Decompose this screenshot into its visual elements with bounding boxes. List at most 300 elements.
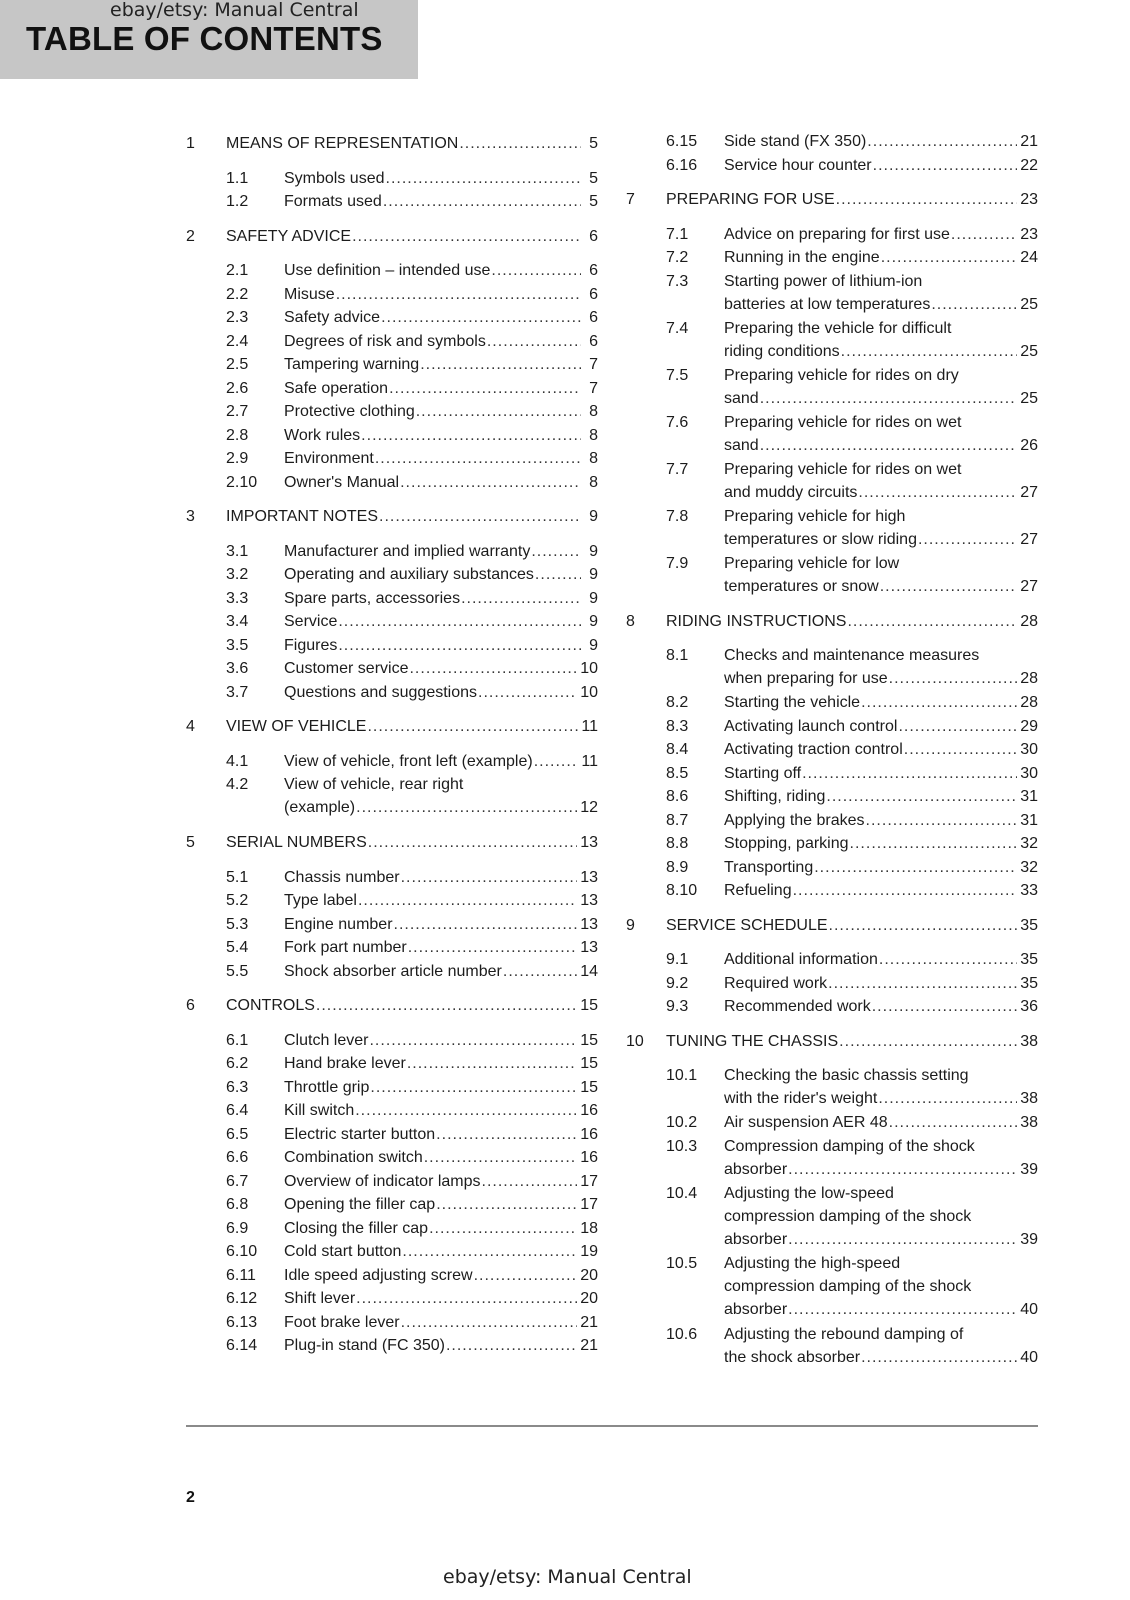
dot-leader bbox=[358, 889, 577, 912]
toc-text bbox=[666, 914, 1038, 937]
toc-number: 5 bbox=[186, 834, 195, 851]
toc-page-number: 17 bbox=[580, 1172, 598, 1190]
toc-title: Shifting, riding bbox=[724, 788, 826, 805]
dot-leader bbox=[356, 1287, 577, 1310]
toc-title: Starting power of lithium-ion bbox=[724, 272, 923, 290]
toc-page-number: 21 bbox=[580, 1337, 598, 1354]
dot-leader bbox=[370, 1076, 577, 1099]
toc-text bbox=[284, 1264, 598, 1287]
toc-title: Plug-in stand (FC 350) bbox=[284, 1337, 445, 1354]
toc-title: Preparing vehicle for low bbox=[724, 554, 900, 572]
dot-leader bbox=[898, 715, 1017, 738]
toc-page-number: 8 bbox=[589, 403, 598, 420]
toc-text bbox=[284, 1334, 598, 1357]
toc-title: Recommended work bbox=[724, 998, 871, 1015]
toc-page-number: 13 bbox=[580, 868, 598, 886]
toc-number: 8 bbox=[626, 612, 635, 630]
toc-number: 6.15 bbox=[666, 133, 698, 150]
toc-text bbox=[284, 913, 598, 936]
toc-text bbox=[284, 750, 598, 773]
dot-leader bbox=[429, 1217, 577, 1240]
toc-number: 5.3 bbox=[226, 915, 249, 933]
toc-title: Spare parts, accessories bbox=[284, 589, 461, 607]
dot-leader bbox=[802, 762, 1017, 785]
toc-page-number: 13 bbox=[580, 892, 598, 909]
toc-text bbox=[226, 831, 598, 854]
toc-text bbox=[724, 1323, 1038, 1369]
toc-number: 7.4 bbox=[666, 319, 689, 337]
toc-page-number: 16 bbox=[580, 1149, 598, 1166]
toc-number: 8.7 bbox=[666, 811, 689, 829]
toc-number: 6.3 bbox=[226, 1078, 249, 1096]
toc-title: Activating launch control bbox=[724, 717, 898, 735]
toc-title: Formats used bbox=[284, 193, 382, 210]
toc-text bbox=[666, 610, 1038, 633]
toc-number: 6.1 bbox=[226, 1031, 249, 1049]
toc-text bbox=[284, 866, 598, 889]
toc-text bbox=[226, 715, 598, 738]
dot-leader bbox=[379, 505, 581, 528]
toc-page-number: 15 bbox=[580, 997, 598, 1014]
toc-title: Tampering warning bbox=[284, 356, 420, 373]
toc-page-number: 27 bbox=[1020, 577, 1038, 595]
toc-number: 3.6 bbox=[226, 660, 249, 677]
toc-number: 3.7 bbox=[226, 683, 249, 701]
toc-number: 6.4 bbox=[226, 1102, 249, 1119]
dot-leader bbox=[760, 434, 1018, 457]
toc-number: 2.8 bbox=[226, 426, 249, 444]
toc-title: Service bbox=[284, 613, 338, 630]
toc-number: 10 bbox=[626, 1032, 644, 1050]
toc-number: 5.1 bbox=[226, 868, 249, 886]
toc-text bbox=[724, 856, 1038, 879]
toc-page-number: 5 bbox=[589, 135, 598, 152]
dot-leader bbox=[850, 832, 1018, 855]
toc-page-number: 21 bbox=[1020, 133, 1038, 150]
toc-text bbox=[226, 225, 598, 248]
toc-page-number: 7 bbox=[589, 356, 598, 373]
toc-title: Type label bbox=[284, 892, 357, 909]
toc-text bbox=[284, 1123, 598, 1146]
toc-number: 10.4 bbox=[666, 1184, 698, 1202]
toc-number: 3.3 bbox=[226, 589, 249, 607]
toc-page-number: 31 bbox=[1020, 811, 1038, 829]
dot-leader bbox=[459, 132, 581, 155]
toc-title: Refueling bbox=[724, 882, 792, 899]
toc-text bbox=[284, 400, 598, 423]
watermark-top: ebay/etsy: Manual Central bbox=[110, 0, 359, 21]
toc-title: Cold start button bbox=[284, 1243, 402, 1260]
dot-leader bbox=[487, 330, 581, 353]
toc-text bbox=[724, 552, 1038, 598]
toc-page-number: 13 bbox=[580, 939, 598, 956]
dot-leader bbox=[369, 1029, 577, 1052]
toc-text bbox=[226, 132, 598, 155]
toc-text bbox=[284, 773, 598, 819]
toc-number: 7.3 bbox=[666, 272, 689, 290]
toc-title: Throttle grip bbox=[284, 1078, 370, 1096]
dot-leader bbox=[436, 1193, 577, 1216]
toc-number: 6.12 bbox=[226, 1290, 258, 1307]
toc-title: Applying the brakes bbox=[724, 811, 865, 829]
toc-text bbox=[284, 563, 598, 586]
dot-leader bbox=[338, 610, 581, 633]
toc-page-number: 8 bbox=[589, 426, 598, 444]
toc-title: Air suspension AER 48 bbox=[724, 1114, 888, 1131]
dot-leader bbox=[788, 1158, 1017, 1181]
dot-leader bbox=[531, 540, 581, 563]
toc-text bbox=[284, 587, 598, 610]
toc-title: absorber bbox=[724, 1230, 788, 1248]
dot-leader bbox=[375, 447, 581, 470]
dot-leader bbox=[361, 424, 581, 447]
toc-text bbox=[724, 691, 1038, 714]
toc-text bbox=[284, 377, 598, 400]
toc-title: Kill switch bbox=[284, 1102, 355, 1119]
toc-text bbox=[724, 1111, 1038, 1134]
dot-leader bbox=[826, 785, 1017, 808]
toc-number: 1 bbox=[186, 135, 195, 152]
dot-leader bbox=[356, 796, 577, 819]
toc-number: 8.10 bbox=[666, 882, 698, 899]
toc-text bbox=[226, 994, 598, 1017]
toc-text bbox=[724, 785, 1038, 808]
toc-text bbox=[724, 364, 1038, 410]
toc-text bbox=[724, 995, 1038, 1018]
toc-title: Additional information bbox=[724, 951, 878, 968]
dot-leader bbox=[389, 377, 581, 400]
toc-text bbox=[724, 411, 1038, 457]
toc-page-number: 29 bbox=[1020, 717, 1038, 735]
toc-number: 8.8 bbox=[666, 835, 689, 852]
toc-page-number: 7 bbox=[589, 379, 598, 397]
toc-title: Side stand (FX 350) bbox=[724, 133, 867, 150]
toc-title: Closing the filler cap bbox=[284, 1219, 429, 1237]
toc-text bbox=[284, 681, 598, 704]
dot-leader bbox=[336, 283, 581, 306]
toc-page-number: 9 bbox=[589, 613, 598, 630]
toc-title: absorber bbox=[724, 1301, 788, 1318]
toc-title: Adjusting the high-speed bbox=[724, 1255, 901, 1272]
toc-number: 6.9 bbox=[226, 1219, 249, 1237]
toc-page-number: 20 bbox=[580, 1290, 598, 1307]
toc-number: 6.16 bbox=[666, 156, 698, 174]
toc-page-number: 16 bbox=[580, 1125, 598, 1143]
toc-title: Clutch lever bbox=[284, 1031, 369, 1049]
toc-title: Combination switch bbox=[284, 1149, 423, 1166]
toc-title: Advice on preparing for first use bbox=[724, 225, 950, 243]
dot-leader bbox=[904, 738, 1017, 761]
toc-page-number: 30 bbox=[1020, 764, 1038, 782]
toc-page-number: 23 bbox=[1020, 225, 1038, 243]
dot-leader bbox=[841, 340, 1018, 363]
toc-text bbox=[284, 540, 598, 563]
toc-page-number: 6 bbox=[589, 227, 598, 245]
toc-text bbox=[284, 190, 598, 213]
dot-leader bbox=[424, 1146, 577, 1169]
toc-page-number: 25 bbox=[1020, 342, 1038, 360]
toc-page-number: 11 bbox=[581, 752, 598, 770]
dot-leader bbox=[880, 575, 1017, 598]
toc-title: temperatures or snow bbox=[724, 577, 879, 595]
dot-leader bbox=[482, 1170, 578, 1193]
toc-number: 2.3 bbox=[226, 309, 249, 326]
toc-page-number: 25 bbox=[1020, 295, 1038, 313]
toc-page-number: 23 bbox=[1020, 191, 1038, 208]
toc-title: Electric starter button bbox=[284, 1125, 436, 1143]
toc-page-number: 6 bbox=[589, 262, 598, 279]
toc-title: Starting off bbox=[724, 764, 802, 782]
toc-number: 6.5 bbox=[226, 1125, 249, 1143]
toc-page-number: 19 bbox=[580, 1243, 598, 1260]
toc-text bbox=[284, 447, 598, 470]
toc-number: 1.1 bbox=[226, 169, 249, 187]
dot-leader bbox=[861, 1346, 1017, 1369]
toc-number: 9.1 bbox=[666, 951, 689, 968]
toc-number: 7.9 bbox=[666, 554, 689, 572]
toc-text bbox=[284, 424, 598, 447]
toc-text bbox=[284, 889, 598, 912]
toc-number: 2.1 bbox=[226, 262, 249, 279]
dot-leader bbox=[338, 634, 581, 657]
toc-text bbox=[284, 960, 598, 983]
toc-title: Fork part number bbox=[284, 939, 407, 956]
toc-page-number: 15 bbox=[580, 1055, 598, 1072]
toc-text bbox=[284, 1170, 598, 1193]
toc-title: Checks and maintenance measures bbox=[724, 647, 980, 664]
toc-number: 7.7 bbox=[666, 460, 689, 478]
toc-text bbox=[284, 259, 598, 282]
toc-number: 7.1 bbox=[666, 225, 689, 243]
dot-leader bbox=[381, 306, 581, 329]
toc-page-number: 32 bbox=[1020, 858, 1038, 876]
dot-leader bbox=[478, 681, 577, 704]
toc-title: MEANS OF REPRESENTATION bbox=[226, 135, 459, 152]
toc-text bbox=[284, 306, 598, 329]
toc-title: compression damping of the shock bbox=[724, 1278, 972, 1295]
dot-leader bbox=[402, 1240, 577, 1263]
dot-leader bbox=[383, 190, 581, 213]
toc-title: Opening the filler cap bbox=[284, 1196, 436, 1213]
toc-number: 6.13 bbox=[226, 1313, 258, 1331]
toc-title: absorber bbox=[724, 1160, 788, 1178]
dot-leader bbox=[446, 1334, 577, 1357]
toc-number: 2.6 bbox=[226, 379, 249, 397]
dot-leader bbox=[878, 1087, 1017, 1110]
toc-page-number: 35 bbox=[1020, 951, 1038, 968]
toc-text bbox=[284, 1052, 598, 1075]
toc-title: Starting the vehicle bbox=[724, 694, 861, 711]
toc-title: with the rider's weight bbox=[724, 1090, 878, 1107]
toc-page-number: 38 bbox=[1020, 1032, 1038, 1050]
toc-number: 8.5 bbox=[666, 764, 689, 782]
toc-page-number: 18 bbox=[580, 1219, 598, 1237]
toc-number: 6.6 bbox=[226, 1149, 249, 1166]
toc-number: 9.2 bbox=[666, 974, 689, 992]
toc-number: 2.7 bbox=[226, 403, 249, 420]
toc-title: Preparing vehicle for high bbox=[724, 507, 906, 525]
toc-number: 2.5 bbox=[226, 356, 249, 373]
toc-title: Compression damping of the shock bbox=[724, 1137, 975, 1155]
toc-text bbox=[724, 130, 1038, 153]
toc-page-number: 26 bbox=[1020, 436, 1038, 454]
toc-number: 10.5 bbox=[666, 1255, 698, 1272]
toc-number: 1.2 bbox=[226, 193, 249, 210]
dot-leader bbox=[401, 866, 578, 889]
toc-title: Symbols used bbox=[284, 169, 385, 187]
toc-title: Transporting bbox=[724, 858, 814, 876]
dot-leader bbox=[951, 223, 1017, 246]
toc-number: 5.4 bbox=[226, 939, 249, 956]
toc-title: Misuse bbox=[284, 285, 335, 303]
dot-leader bbox=[858, 481, 1017, 504]
toc-page-number: 9 bbox=[589, 508, 598, 525]
toc-title: batteries at low temperatures bbox=[724, 295, 931, 313]
toc-title: Use definition – intended use bbox=[284, 262, 491, 279]
toc-page-number: 30 bbox=[1020, 741, 1038, 758]
toc-title: Running in the engine bbox=[724, 249, 880, 266]
dot-leader bbox=[828, 972, 1017, 995]
toc-text bbox=[284, 1311, 598, 1334]
toc-text bbox=[284, 1099, 598, 1122]
toc-title: Preparing vehicle for rides on wet bbox=[724, 460, 962, 478]
toc-text bbox=[724, 972, 1038, 995]
toc-number: 7.5 bbox=[666, 366, 689, 384]
toc-number: 3.1 bbox=[226, 542, 249, 560]
dot-leader bbox=[839, 1030, 1017, 1053]
toc-title: and muddy circuits bbox=[724, 483, 858, 501]
toc-title: RIDING INSTRUCTIONS bbox=[666, 612, 847, 630]
toc-page-number: 9 bbox=[589, 566, 598, 583]
toc-text bbox=[724, 1252, 1038, 1321]
toc-number: 2.2 bbox=[226, 285, 249, 303]
toc-text bbox=[666, 1030, 1038, 1053]
toc-page-number: 6 bbox=[589, 332, 598, 350]
toc-page-number: 20 bbox=[580, 1266, 598, 1284]
toc-number: 5.2 bbox=[226, 892, 249, 909]
dot-leader bbox=[408, 936, 577, 959]
toc-title: sand bbox=[724, 389, 759, 407]
toc-title: Required work bbox=[724, 974, 828, 992]
toc-text bbox=[284, 1217, 598, 1240]
toc-page-number: 9 bbox=[589, 589, 598, 607]
toc-number: 2.10 bbox=[226, 473, 258, 491]
footer-rule bbox=[186, 1425, 1038, 1427]
toc-page-number: 33 bbox=[1020, 882, 1038, 899]
toc-title: Hand brake lever bbox=[284, 1055, 406, 1072]
toc-page-number: 38 bbox=[1020, 1090, 1038, 1107]
toc-text bbox=[724, 738, 1038, 761]
dot-leader bbox=[931, 293, 1017, 316]
dot-leader bbox=[889, 1111, 1018, 1134]
toc-number: 7 bbox=[626, 191, 635, 208]
toc-title: (example) bbox=[284, 799, 356, 816]
dot-leader bbox=[889, 667, 1018, 690]
toc-text bbox=[284, 1146, 598, 1169]
dot-leader bbox=[316, 994, 577, 1017]
dot-leader bbox=[401, 1311, 578, 1334]
toc-text bbox=[724, 644, 1038, 690]
toc-text bbox=[724, 246, 1038, 269]
toc-title: Work rules bbox=[284, 426, 361, 444]
dot-leader bbox=[866, 809, 1018, 832]
dot-leader bbox=[503, 960, 577, 983]
toc-title: sand bbox=[724, 436, 759, 454]
toc-title: Figures bbox=[284, 636, 338, 654]
toc-page-number: 10 bbox=[580, 683, 598, 701]
toc-number: 8.3 bbox=[666, 717, 689, 735]
toc-title: Chassis number bbox=[284, 868, 400, 886]
toc-page-number: 28 bbox=[1020, 612, 1038, 630]
toc-title: Preparing vehicle for rides on wet bbox=[724, 413, 962, 431]
toc-text bbox=[284, 353, 598, 376]
toc-title: Adjusting the rebound damping of bbox=[724, 1325, 964, 1343]
toc-title: Service hour counter bbox=[724, 156, 872, 174]
dot-leader bbox=[918, 528, 1017, 551]
dot-leader bbox=[788, 1228, 1017, 1251]
toc-page-number: 24 bbox=[1020, 249, 1038, 266]
toc-title: Shock absorber article number bbox=[284, 962, 502, 980]
dot-leader bbox=[788, 1298, 1017, 1321]
toc-title: Environment bbox=[284, 450, 374, 467]
toc-number: 2.4 bbox=[226, 332, 249, 350]
toc-number: 8.9 bbox=[666, 858, 689, 876]
toc-number: 4.2 bbox=[226, 776, 249, 793]
toc-number: 7.8 bbox=[666, 507, 689, 525]
page-number: 2 bbox=[186, 1489, 195, 1506]
toc-page-number: 9 bbox=[589, 542, 598, 560]
toc-page-number: 9 bbox=[589, 636, 598, 654]
dot-leader bbox=[355, 1099, 577, 1122]
dot-leader bbox=[394, 913, 578, 936]
toc-text bbox=[724, 270, 1038, 316]
toc-title: Activating traction control bbox=[724, 741, 903, 758]
toc-title: temperatures or slow riding bbox=[724, 530, 917, 548]
toc-text bbox=[724, 317, 1038, 363]
toc-page-number: 13 bbox=[580, 834, 598, 851]
toc-text bbox=[226, 505, 598, 528]
toc-page-number: 31 bbox=[1020, 788, 1038, 805]
toc-text bbox=[284, 1240, 598, 1263]
toc-title: when preparing for use bbox=[724, 670, 888, 687]
watermark-bottom: ebay/etsy: Manual Central bbox=[443, 1566, 692, 1588]
dot-leader bbox=[867, 130, 1017, 153]
toc-title: Manufacturer and implied warranty bbox=[284, 542, 531, 560]
dot-leader bbox=[861, 691, 1017, 714]
toc-page-number: 35 bbox=[1020, 974, 1038, 992]
toc-title: the shock absorber bbox=[724, 1348, 861, 1366]
toc-text bbox=[724, 1064, 1038, 1110]
toc-number: 8.1 bbox=[666, 647, 689, 664]
toc-page-number: 39 bbox=[1020, 1230, 1038, 1248]
dot-leader bbox=[407, 1052, 577, 1075]
dot-leader bbox=[386, 167, 582, 190]
toc-number: 7.2 bbox=[666, 249, 689, 266]
toc-page-number: 5 bbox=[589, 169, 598, 187]
toc-number: 3.5 bbox=[226, 636, 249, 654]
toc-text bbox=[724, 715, 1038, 738]
toc-title: Foot brake lever bbox=[284, 1313, 400, 1331]
toc-title: Safety advice bbox=[284, 309, 381, 326]
toc-number: 3 bbox=[186, 508, 195, 525]
toc-page-number: 15 bbox=[580, 1031, 598, 1049]
dot-leader bbox=[474, 1264, 578, 1287]
toc-title: compression damping of the shock bbox=[724, 1207, 972, 1225]
dot-leader bbox=[367, 715, 578, 738]
toc-text bbox=[724, 154, 1038, 177]
dot-leader bbox=[368, 831, 577, 854]
toc-number: 2.9 bbox=[226, 450, 249, 467]
